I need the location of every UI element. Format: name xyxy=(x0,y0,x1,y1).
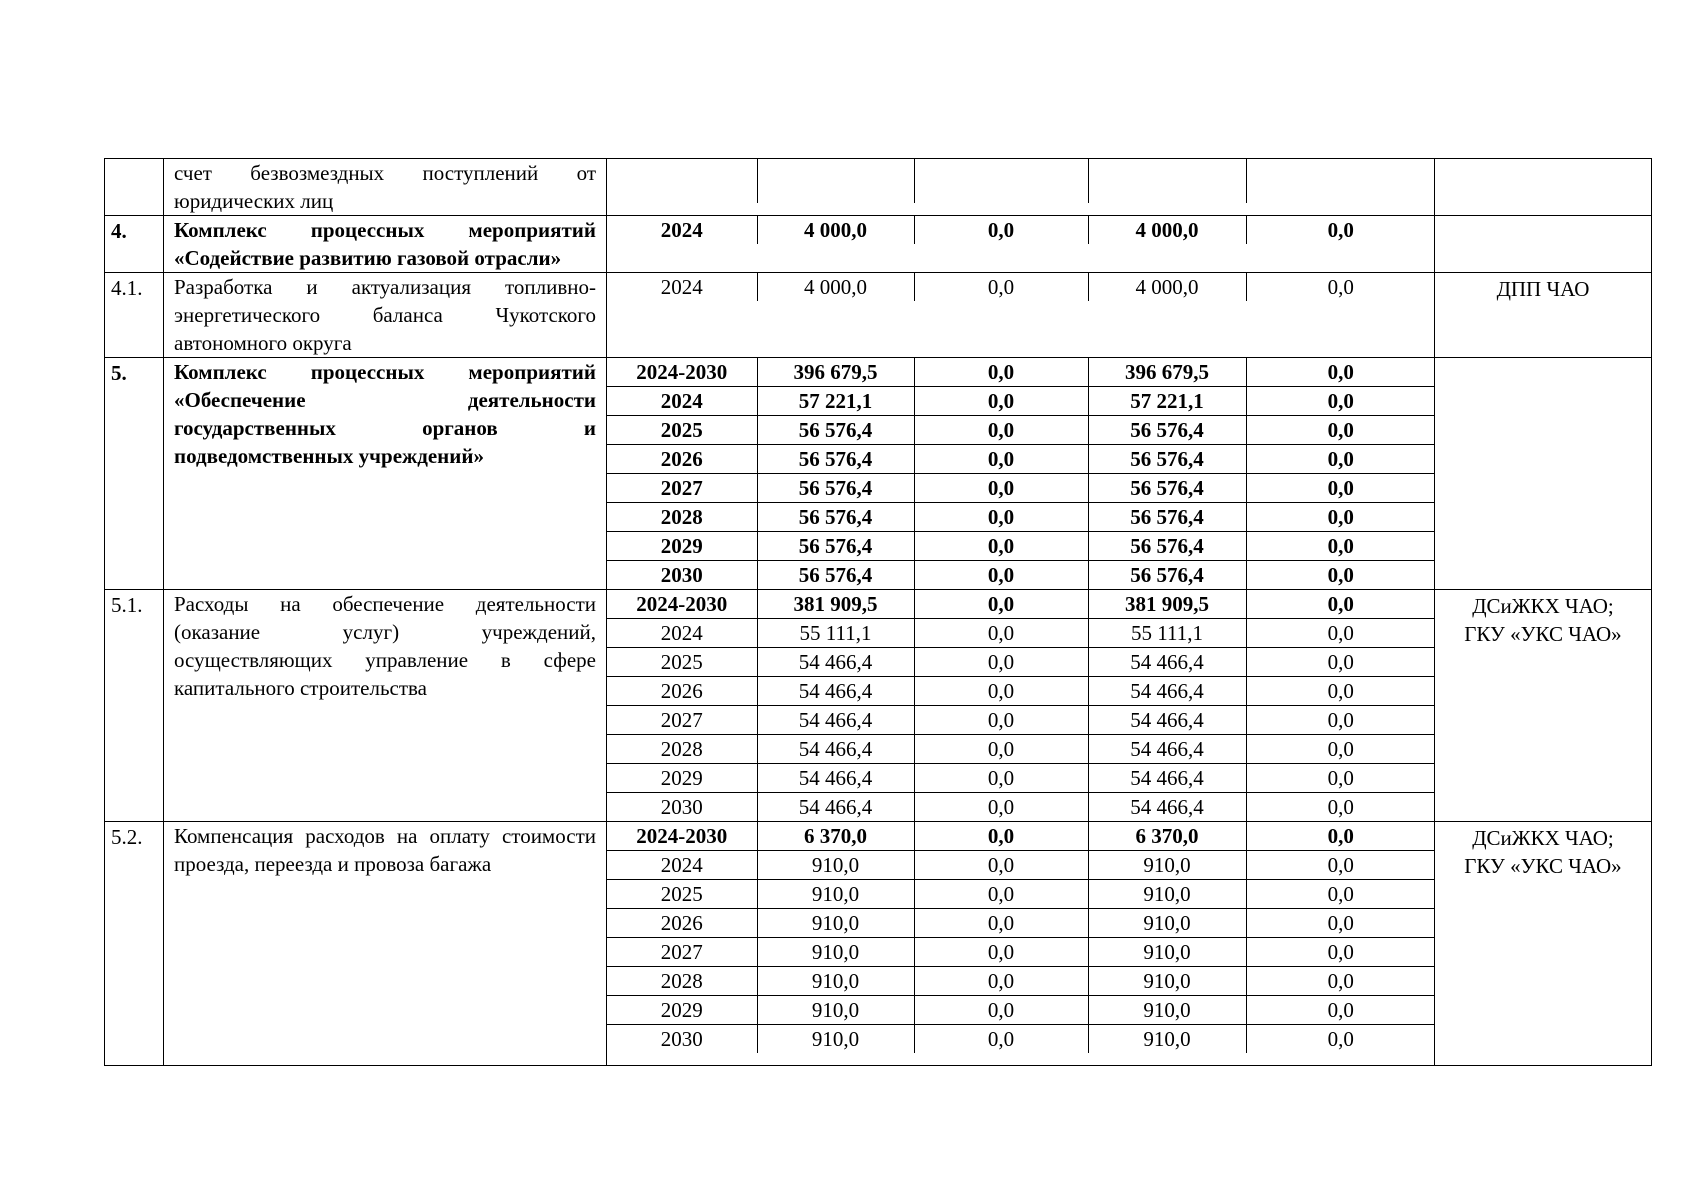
federal-budget-cell: 0,0 xyxy=(914,938,1088,967)
year-row xyxy=(607,532,1435,561)
year-cell: 2024 xyxy=(607,387,757,416)
federal-budget-cell: 0,0 xyxy=(914,273,1088,301)
year-row xyxy=(607,909,1435,938)
total-cell: 56 576,4 xyxy=(757,416,914,445)
year-row xyxy=(607,561,1435,590)
year-cell: 2027 xyxy=(607,938,757,967)
year-cell: 2026 xyxy=(607,445,757,474)
regional-budget-cell: 910,0 xyxy=(1088,851,1246,880)
year-row xyxy=(607,677,1435,706)
year-row xyxy=(607,216,1435,244)
other-sources-cell: 0,0 xyxy=(1246,764,1435,793)
total-cell: 54 466,4 xyxy=(757,648,914,677)
row-name: Комплекс процессных мероприятий «Обеспечение деятельности государственных органов и подведомственных учреждений» xyxy=(164,358,607,590)
federal-budget-cell: 0,0 xyxy=(914,909,1088,938)
year-cell: 2028 xyxy=(607,503,757,532)
regional-budget-cell: 910,0 xyxy=(1088,967,1246,996)
regional-budget-cell: 396 679,5 xyxy=(1088,358,1246,387)
year-cell: 2026 xyxy=(607,677,757,706)
other-sources-cell xyxy=(1246,159,1435,203)
regional-budget-cell: 910,0 xyxy=(1088,880,1246,909)
other-sources-cell: 0,0 xyxy=(1246,532,1435,561)
regional-budget-cell: 910,0 xyxy=(1088,1025,1246,1054)
year-row xyxy=(607,996,1435,1025)
regional-budget-cell: 56 576,4 xyxy=(1088,503,1246,532)
row-number: 5.2. xyxy=(105,822,164,1066)
regional-budget-cell: 54 466,4 xyxy=(1088,677,1246,706)
other-sources-cell: 0,0 xyxy=(1246,503,1435,532)
federal-budget-cell: 0,0 xyxy=(914,503,1088,532)
other-sources-cell: 0,0 xyxy=(1246,474,1435,503)
federal-budget-cell: 0,0 xyxy=(914,474,1088,503)
total-cell: 56 576,4 xyxy=(757,503,914,532)
year-row xyxy=(607,445,1435,474)
total-cell: 910,0 xyxy=(757,909,914,938)
year-cell: 2029 xyxy=(607,764,757,793)
year-cell xyxy=(607,159,757,203)
total-cell: 4 000,0 xyxy=(757,216,914,244)
total-cell: 54 466,4 xyxy=(757,793,914,822)
other-sources-cell: 0,0 xyxy=(1246,387,1435,416)
row-number: 4.1. xyxy=(105,273,164,358)
regional-budget-cell: 56 576,4 xyxy=(1088,561,1246,590)
row-name: Расходы на обеспечение деятельности (оказание услуг) учреждений, осуществляющих управление в сфере капитального строительства xyxy=(164,590,607,822)
year-cell: 2024-2030 xyxy=(636,360,728,384)
other-sources-cell: 0,0 xyxy=(1246,735,1435,764)
row-name: счет безвозмездных поступлений от юридических лиц xyxy=(164,159,607,216)
total-cell: 910,0 xyxy=(757,938,914,967)
funding-table xyxy=(104,158,1652,1066)
total-cell: 910,0 xyxy=(757,996,914,1025)
total-cell: 54 466,4 xyxy=(757,735,914,764)
table-row xyxy=(105,590,1652,822)
total-cell: 56 576,4 xyxy=(757,474,914,503)
year-cell: 2024 xyxy=(660,275,703,299)
other-sources-cell: 0,0 xyxy=(1246,938,1435,967)
total-cell: 910,0 xyxy=(757,880,914,909)
other-sources-cell: 0,0 xyxy=(1246,706,1435,735)
year-values xyxy=(607,358,1435,590)
regional-budget-cell: 56 576,4 xyxy=(1088,416,1246,445)
regional-budget-cell: 57 221,1 xyxy=(1088,387,1246,416)
year-row xyxy=(607,416,1435,445)
regional-budget-cell: 55 111,1 xyxy=(1088,619,1246,648)
year-cell: 2029 xyxy=(607,532,757,561)
executor: ДСиЖКХ ЧАО; ГКУ «УКС ЧАО» xyxy=(1434,590,1651,822)
other-sources-cell: 0,0 xyxy=(1246,216,1435,244)
total-cell: 56 576,4 xyxy=(757,532,914,561)
other-sources-cell: 0,0 xyxy=(1246,590,1435,619)
executor xyxy=(1434,159,1651,216)
federal-budget-cell xyxy=(914,159,1088,203)
total-cell: 910,0 xyxy=(757,967,914,996)
year-row xyxy=(607,503,1435,532)
federal-budget-cell: 0,0 xyxy=(914,590,1088,619)
executor xyxy=(1434,358,1651,590)
total-cell: 57 221,1 xyxy=(757,387,914,416)
year-row xyxy=(607,764,1435,793)
year-cell: 2025 xyxy=(607,416,757,445)
year-row xyxy=(607,590,1435,619)
executor: ДСиЖКХ ЧАО; ГКУ «УКС ЧАО» xyxy=(1434,822,1651,1066)
federal-budget-cell: 0,0 xyxy=(914,619,1088,648)
table-row xyxy=(105,822,1652,1066)
other-sources-cell: 0,0 xyxy=(1246,880,1435,909)
regional-budget-cell: 56 576,4 xyxy=(1088,532,1246,561)
year-cell: 2027 xyxy=(607,706,757,735)
table-row xyxy=(105,159,1652,216)
federal-budget-cell: 0,0 xyxy=(914,561,1088,590)
other-sources-cell: 0,0 xyxy=(1246,561,1435,590)
other-sources-cell: 0,0 xyxy=(1246,793,1435,822)
federal-budget-cell: 0,0 xyxy=(914,445,1088,474)
other-sources-cell: 0,0 xyxy=(1246,619,1435,648)
federal-budget-cell: 0,0 xyxy=(914,648,1088,677)
federal-budget-cell: 0,0 xyxy=(914,416,1088,445)
year-cell: 2030 xyxy=(607,1025,757,1054)
total-cell: 54 466,4 xyxy=(757,706,914,735)
federal-budget-cell: 0,0 xyxy=(914,996,1088,1025)
regional-budget-cell xyxy=(1088,159,1246,203)
other-sources-cell: 0,0 xyxy=(1246,996,1435,1025)
year-row xyxy=(607,273,1435,301)
total-cell: 396 679,5 xyxy=(757,358,914,387)
year-row xyxy=(607,735,1435,764)
federal-budget-cell: 0,0 xyxy=(914,677,1088,706)
total-cell: 55 111,1 xyxy=(757,619,914,648)
year-cell: 2028 xyxy=(607,735,757,764)
year-row xyxy=(607,706,1435,735)
table-body xyxy=(105,159,1652,1066)
table-row xyxy=(105,358,1652,590)
regional-budget-cell: 910,0 xyxy=(1088,909,1246,938)
total-cell: 56 576,4 xyxy=(757,561,914,590)
other-sources-cell: 0,0 xyxy=(1246,822,1435,851)
regional-budget-cell: 54 466,4 xyxy=(1088,648,1246,677)
regional-budget-cell: 910,0 xyxy=(1088,996,1246,1025)
year-row xyxy=(607,1025,1435,1054)
other-sources-cell: 0,0 xyxy=(1246,273,1435,301)
year-cell: 2028 xyxy=(607,967,757,996)
year-values xyxy=(607,822,1435,1066)
year-row xyxy=(607,967,1435,996)
year-values xyxy=(607,273,1435,358)
table-row xyxy=(105,216,1652,273)
year-row xyxy=(607,619,1435,648)
year-cell: 2026 xyxy=(607,909,757,938)
year-row xyxy=(607,474,1435,503)
federal-budget-cell: 0,0 xyxy=(914,1025,1088,1054)
regional-budget-cell: 6 370,0 xyxy=(1088,822,1246,851)
federal-budget-cell: 0,0 xyxy=(914,387,1088,416)
year-cell: 2024 xyxy=(607,619,757,648)
federal-budget-cell: 0,0 xyxy=(914,764,1088,793)
regional-budget-cell: 54 466,4 xyxy=(1088,735,1246,764)
year-row xyxy=(607,822,1435,851)
regional-budget-cell: 4 000,0 xyxy=(1088,273,1246,301)
total-cell: 381 909,5 xyxy=(757,590,914,619)
regional-budget-cell: 54 466,4 xyxy=(1088,706,1246,735)
regional-budget-cell: 381 909,5 xyxy=(1088,590,1246,619)
federal-budget-cell: 0,0 xyxy=(914,358,1088,387)
federal-budget-cell: 0,0 xyxy=(914,532,1088,561)
total-cell: 4 000,0 xyxy=(757,273,914,301)
federal-budget-cell: 0,0 xyxy=(914,793,1088,822)
year-cell: 2024 xyxy=(660,218,703,242)
other-sources-cell: 0,0 xyxy=(1246,445,1435,474)
total-cell xyxy=(757,159,914,203)
regional-budget-cell: 4 000,0 xyxy=(1088,216,1246,244)
other-sources-cell: 0,0 xyxy=(1246,851,1435,880)
row-name: Разработка и актуализация топливно-энергетического баланса Чукотского автономного округа xyxy=(164,273,607,358)
regional-budget-cell: 910,0 xyxy=(1088,938,1246,967)
year-row xyxy=(607,387,1435,416)
other-sources-cell: 0,0 xyxy=(1246,648,1435,677)
total-cell: 56 576,4 xyxy=(757,445,914,474)
total-cell: 910,0 xyxy=(757,1025,914,1054)
total-cell: 54 466,4 xyxy=(757,677,914,706)
federal-budget-cell: 0,0 xyxy=(914,822,1088,851)
year-row xyxy=(607,648,1435,677)
year-cell: 2024-2030 xyxy=(636,824,728,848)
federal-budget-cell: 0,0 xyxy=(914,967,1088,996)
regional-budget-cell: 56 576,4 xyxy=(1088,445,1246,474)
total-cell: 54 466,4 xyxy=(757,764,914,793)
year-row xyxy=(607,851,1435,880)
federal-budget-cell: 0,0 xyxy=(914,851,1088,880)
year-row xyxy=(607,358,1435,387)
row-number: 4. xyxy=(105,216,164,273)
row-name: Компенсация расходов на оплату стоимости проезда, переезда и провоза багажа xyxy=(164,822,607,1066)
executor: ДПП ЧАО xyxy=(1434,273,1651,358)
year-row xyxy=(607,938,1435,967)
year-cell: 2024 xyxy=(607,851,757,880)
other-sources-cell: 0,0 xyxy=(1246,967,1435,996)
year-cell: 2025 xyxy=(607,648,757,677)
regional-budget-cell: 56 576,4 xyxy=(1088,474,1246,503)
year-cell: 2030 xyxy=(607,561,757,590)
row-number xyxy=(105,159,164,216)
year-cell: 2030 xyxy=(607,793,757,822)
federal-budget-cell: 0,0 xyxy=(914,735,1088,764)
total-cell: 910,0 xyxy=(757,851,914,880)
year-row xyxy=(607,793,1435,822)
year-values xyxy=(607,159,1435,216)
other-sources-cell: 0,0 xyxy=(1246,416,1435,445)
year-row xyxy=(607,880,1435,909)
year-cell: 2027 xyxy=(607,474,757,503)
row-name: Комплекс процессных мероприятий «Содействие развитию газовой отрасли» xyxy=(164,216,607,273)
total-cell: 6 370,0 xyxy=(757,822,914,851)
row-number: 5. xyxy=(105,358,164,590)
year-cell: 2029 xyxy=(607,996,757,1025)
year-values xyxy=(607,216,1435,273)
year-values xyxy=(607,590,1435,822)
regional-budget-cell: 54 466,4 xyxy=(1088,793,1246,822)
regional-budget-cell: 54 466,4 xyxy=(1088,764,1246,793)
year-row xyxy=(607,159,1435,203)
other-sources-cell: 0,0 xyxy=(1246,677,1435,706)
other-sources-cell: 0,0 xyxy=(1246,358,1435,387)
year-cell: 2025 xyxy=(607,880,757,909)
other-sources-cell: 0,0 xyxy=(1246,1025,1435,1054)
table-row xyxy=(105,273,1652,358)
year-cell: 2024-2030 xyxy=(636,592,728,616)
executor xyxy=(1434,216,1651,273)
other-sources-cell: 0,0 xyxy=(1246,909,1435,938)
federal-budget-cell: 0,0 xyxy=(914,216,1088,244)
federal-budget-cell: 0,0 xyxy=(914,706,1088,735)
row-number: 5.1. xyxy=(105,590,164,822)
federal-budget-cell: 0,0 xyxy=(914,880,1088,909)
